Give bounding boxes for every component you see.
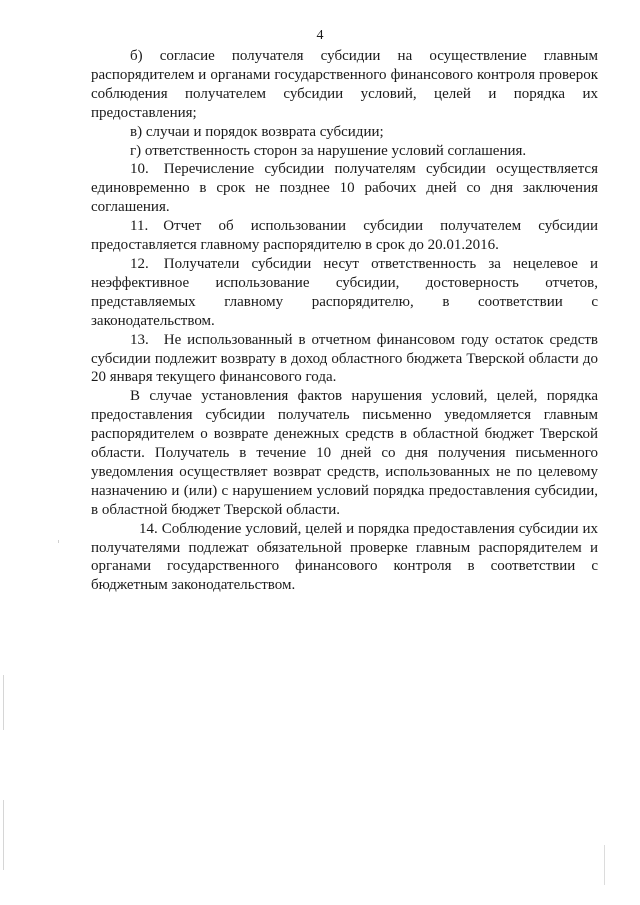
document-body xyxy=(91,47,598,595)
paragraph-violation-case: В случае установления фактов нарушения условий, целей, порядка предоставления субсидии получатель письменно уведомляется главным распорядителем о возврате денежных средств в областной бюджет Тверской области. Получатель в течение 10 дней со дня получения письменного уведомления осуществляет возврат средств, использованных не по целевому назначению и (или) с нарушением условий порядка предоставления субсидии, в областной бюджет Тверской области. xyxy=(91,388,598,518)
scan-edge-mark xyxy=(604,845,605,885)
paragraph-10: 10. Перечисление субсидии получателям субсидии осуществляется единовременно в срок не позднее 10 рабочих дней со дня заключения соглашения. xyxy=(91,161,598,216)
page-number: 4 xyxy=(316,28,324,43)
scan-edge-mark xyxy=(58,540,59,543)
paragraph-14: 14. Соблюдение условий, целей и порядка предоставления субсидии их получателями подлежат обязательной проверке главным распорядителем и органами государственного финансового контроля в соответствии с бюджетным законодательством. xyxy=(91,520,598,594)
paragraph-11: 11. Отчет об использовании субсидии получателем субсидии предоставляется главному распорядителю в срок до 20.01.2016. xyxy=(91,218,598,254)
paragraph-12: 12. Получатели субсидии несут ответственность за нецелевое и неэффективное использование субсидии, достоверность отчетов, представляемых главному распорядителю, в соответствии с законодательством. xyxy=(91,255,598,329)
scan-edge-mark xyxy=(3,800,4,870)
paragraph-13: 13. Не использованный в отчетном финансовом году остаток средств субсидии подлежит возврату в доход областного бюджета Тверской области до 20 января текущего финансового года. xyxy=(91,331,598,386)
paragraph-item-b: б) согласие получателя субсидии на осуществление главным распорядителем и органами государственного финансового контроля проверок соблюдения получателем субсидии условий, целей и порядка их предоставления; xyxy=(91,48,598,121)
paragraph-item-v: в) случаи и порядок возврата субсидии; xyxy=(130,123,384,140)
scan-edge-mark xyxy=(3,675,4,730)
paragraph-item-g: г) ответственность сторон за нарушение условий соглашения. xyxy=(130,142,527,159)
